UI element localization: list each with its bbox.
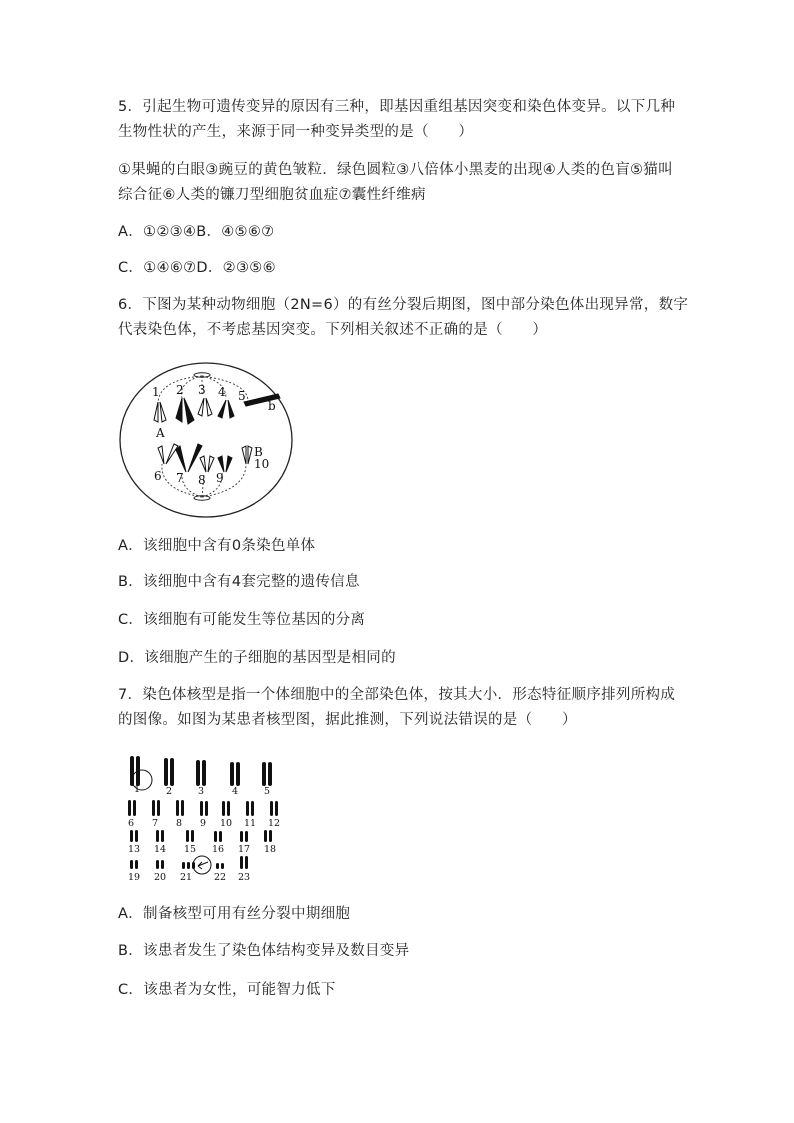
label-7: 7: [176, 471, 184, 485]
k-label-23: 23: [238, 872, 251, 883]
k-label-15: 15: [184, 844, 197, 855]
k-label-17: 17: [238, 844, 251, 855]
q5-items-line2: 综合征⑥人类的镰刀型细胞贫血症⑦囊性纤维病: [118, 187, 426, 203]
chromosome-9: [218, 456, 232, 472]
q7-option-b: B．该患者发生了染色体结构变异及数目变异: [118, 943, 410, 959]
karyotype-labels: [128, 784, 280, 883]
q5-items-line1: ①果蝇的白眼③豌豆的黄色皱粒．绿色圆粒③八倍体小黑麦的出现④人类的色盲⑤猫叫: [118, 162, 673, 178]
label-3: 3: [198, 383, 206, 397]
k-label-3: 3: [198, 786, 205, 797]
k-label-18: 18: [264, 844, 277, 855]
q6-option-c: C．该细胞有可能发生等位基因的分离: [118, 612, 366, 628]
mitosis-cell-figure: [118, 360, 298, 520]
label-8: 8: [198, 473, 206, 487]
label-4: 4: [218, 385, 226, 399]
upper-chromosomes: [154, 394, 280, 424]
k-label-6: 6: [128, 818, 135, 829]
label-6: 6: [154, 469, 162, 483]
k-label-1: 1: [134, 784, 141, 795]
label-5: 5: [238, 389, 246, 403]
gene-label-b: b: [268, 399, 276, 413]
chromosome-8: [200, 456, 214, 472]
q5-stem-line1: 5．引起生物可遗传变异的原因有三种，即基因重组基因突变和染色体变异。以下几种: [118, 99, 676, 115]
q7-stem-line2: 的图像。如图为某患者核型图，据此推测，下列说法错误的是（ ）: [118, 712, 577, 728]
q6-option-a: A．该细胞中含有0条染色单体: [118, 538, 316, 554]
karyotype-row-3: [130, 830, 272, 842]
q6-stem-line1: 6．下图为某种动物细胞（2N=6）的有丝分裂后期图，图中部分染色体出现异常，数字: [118, 297, 689, 313]
q6-option-b: B．该细胞中含有4套完整的遗传信息: [118, 574, 360, 590]
arrow-chromosome-21: [198, 862, 208, 869]
label-1: 1: [152, 385, 160, 399]
k-label-22: 22: [214, 872, 227, 883]
k-label-21: 21: [180, 872, 193, 883]
label-9: 9: [216, 471, 224, 485]
q5-option-ab: A．①②③④B．④⑤⑥⑦: [118, 224, 275, 240]
k-label-9: 9: [200, 818, 207, 829]
q5-option-cd: C．①④⑥⑦D．②③⑤⑥: [118, 260, 276, 276]
q7-option-a: A．制备核型可用有丝分裂中期细胞: [118, 906, 351, 922]
chromosome-3: [198, 398, 212, 416]
chromosome-6: [158, 444, 178, 464]
karyotype-row-2: [128, 800, 278, 816]
gene-label-B: B: [254, 445, 263, 459]
k-label-4: 4: [232, 786, 239, 797]
q5-stem-line2: 生物性状的产生，来源于同一种变异类型的是（ ）: [118, 124, 474, 140]
label-2: 2: [176, 383, 184, 397]
k-label-19: 19: [128, 872, 141, 883]
chromosome-4: [218, 400, 234, 418]
karyotype-figure: [118, 750, 288, 885]
chromosome-7: [176, 444, 202, 472]
k-label-8: 8: [176, 818, 183, 829]
label-10: 10: [254, 457, 270, 471]
k-label-14: 14: [154, 844, 167, 855]
cell-membrane: [120, 363, 292, 517]
k-label-12: 12: [268, 818, 281, 829]
chromosome-10: [242, 446, 252, 464]
chromosome-1: [154, 402, 166, 422]
gene-label-A: A: [156, 426, 165, 440]
k-label-7: 7: [152, 818, 159, 829]
k-label-5: 5: [264, 786, 271, 797]
k-label-2: 2: [166, 786, 173, 797]
k-label-13: 13: [128, 844, 141, 855]
lower-chromosomes: [158, 444, 252, 472]
k-label-10: 10: [220, 818, 233, 829]
q6-stem-line2: 代表染色体，不考虑基因突变。下列相关叙述不正确的是（ ）: [118, 322, 548, 338]
k-label-16: 16: [212, 844, 225, 855]
karyotype-row-4: [130, 856, 248, 869]
marked-circle-chromosome-21: [193, 856, 211, 874]
q6-option-d: D．该细胞产生的子细胞的基因型是相同的: [118, 650, 396, 666]
karyotype-row-1: [130, 756, 272, 786]
q7-stem-line1: 7．染色体核型是指一个体细胞中的全部染色体，按其大小．形态特征顺序排列所构成: [118, 687, 676, 703]
k-label-11: 11: [244, 818, 257, 829]
q7-option-c: C．该患者为女性，可能智力低下: [118, 982, 336, 998]
k-label-20: 20: [154, 872, 167, 883]
chromosome-2: [176, 398, 194, 424]
